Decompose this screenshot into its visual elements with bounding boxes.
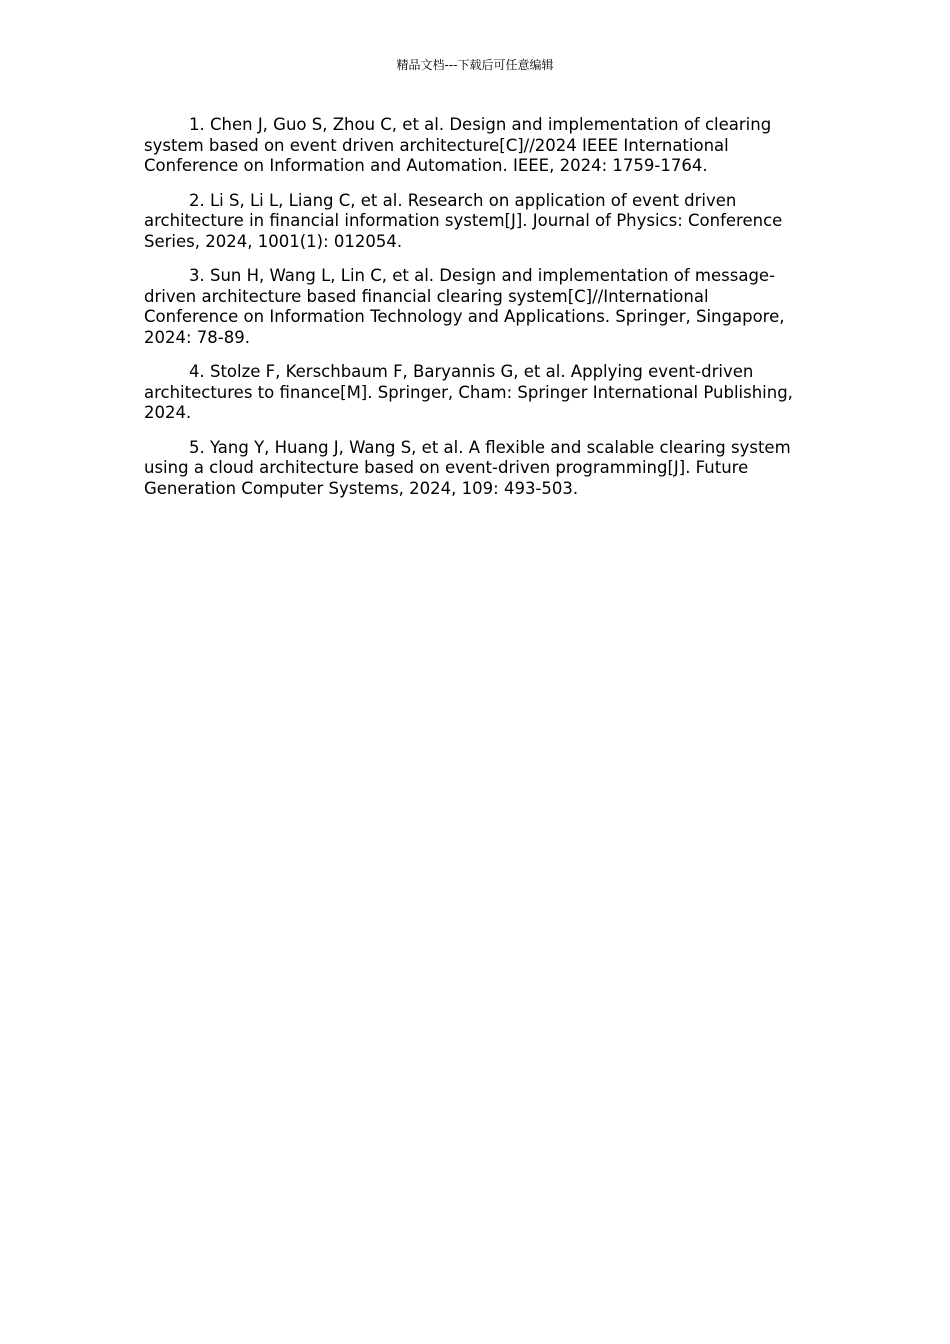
reference-item-1: 1. Chen J, Guo S, Zhou C, et al. Design and implementation of clearing system based on event driven architecture[C]//2024 IEEE International Conference on Information and Automation. IEEE, 2024: 1759-1764. — [144, 115, 772, 175]
reference-item-5: 5. Yang Y, Huang J, Wang S, et al. A flexible and scalable clearing system using a cloud architecture based on event-driven programming[J]. Future Generation Computer Systems, 2024, 109: 493-503. — [144, 437, 791, 498]
reference-item-4: 4. Stolze F, Kerschbaum F, Baryannis G, et al. Applying event-driven architectures to finance[M]. Springer, Cham: Springer International Publishing, 2024. — [144, 362, 793, 422]
reference-list — [144, 115, 808, 513]
reference-item-2: 2. Li S, Li L, Liang C, et al. Research on application of event driven architecture in financial information system[J]. Journal of Physics: Conference Series, 2024, 1001(1): 012054. — [144, 190, 783, 251]
reference-item-3: 3. Sun H, Wang L, Lin C, et al. Design and implementation of message-driven architecture based financial clearing system[C]//International Conference on Information Technology and Applications. Springer, Singapore, 2024: 78-89. — [144, 266, 785, 347]
page-header: 精品文档---下载后可任意编辑 — [396, 58, 554, 72]
